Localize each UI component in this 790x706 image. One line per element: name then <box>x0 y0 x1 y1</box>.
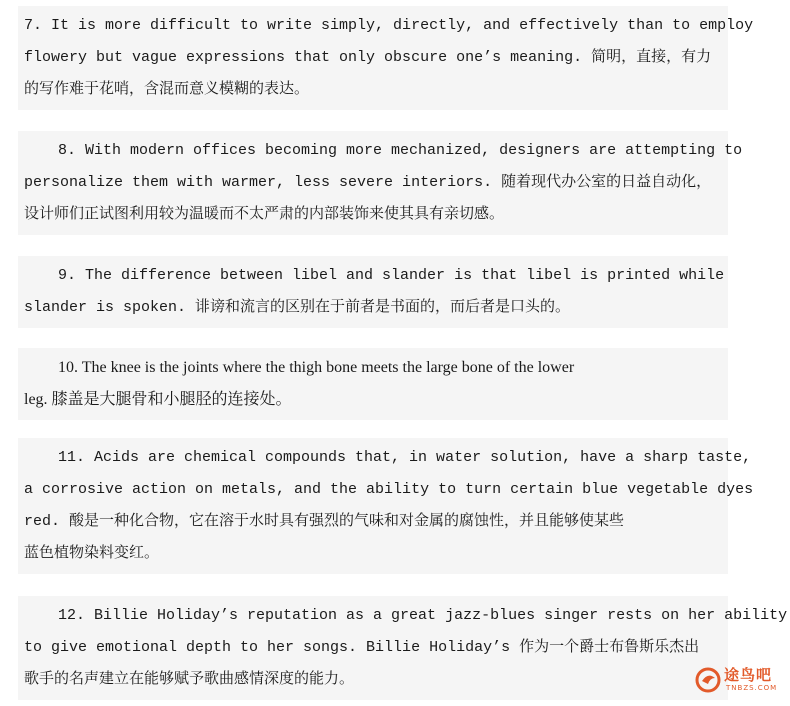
sentence-item-9 <box>18 256 728 328</box>
sentence-line: to give emotional depth to her songs. Billie Holiday’s 作为一个爵士布鲁斯乐杰出 <box>24 639 700 656</box>
sentence-line: a corrosive action on metals, and the ability to turn certain blue vegetable dyes <box>24 481 754 498</box>
sentence-line: 设计师们正试图利用较为温暖而不太严肃的内部装饰来使其具有亲切感。 <box>24 206 505 223</box>
sentence-item-8 <box>18 131 743 235</box>
sentence-line: slander is spoken. 诽谤和流言的区别在于前者是书面的，而后者是口头的。 <box>24 299 571 316</box>
sentence-line: 蓝色植物染料变红。 <box>24 545 160 562</box>
site-watermark <box>694 664 782 700</box>
sentence-line: personalize them with warmer, less severe interiors. 随着现代办公室的日益自动化， <box>24 174 712 191</box>
watermark-text: 途鸟吧 <box>724 666 773 684</box>
sentence-line: 歌手的名声建立在能够赋予歌曲感情深度的能力。 <box>24 671 355 688</box>
bird-logo-icon <box>694 666 722 694</box>
sentence-item-11 <box>18 438 754 574</box>
sentence-line: flowery but vague expressions that only obscure one’s meaning. 简明，直接，有力 <box>24 49 712 66</box>
sentence-line: 的写作难于花哨，含混而意义模糊的表达。 <box>24 81 310 98</box>
watermark-domain: TNBZS.COM <box>726 684 778 692</box>
sentence-line: red. 酸是一种化合物，它在溶于水时具有强烈的气味和对金属的腐蚀性，并且能够使某些 <box>24 513 625 530</box>
sentence-line: 10. The knee is the joints where the thigh bone meets the large bone of the lower <box>58 359 575 376</box>
sentence-line: leg. 膝盖是大腿骨和小腿胫的连接处。 <box>24 391 292 408</box>
sentence-line: 7. It is more difficult to write simply, directly, and effectively than to employ <box>24 17 754 34</box>
sentence-line: 12. Billie Holiday’s reputation as a great jazz-blues singer rests on her ability <box>58 607 788 624</box>
sentence-item-10 <box>18 348 728 420</box>
sentence-line: 9. The difference between libel and slander is that libel is printed while <box>58 267 725 284</box>
sentence-line: 11. Acids are chemical compounds that, in water solution, have a sharp taste, <box>58 449 752 466</box>
sentence-item-7 <box>18 6 754 110</box>
sentence-line: 8. With modern offices becoming more mechanized, designers are attempting to <box>58 142 743 159</box>
